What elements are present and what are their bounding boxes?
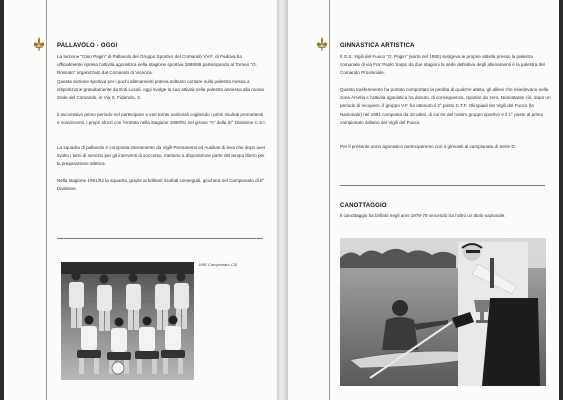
fleur-de-lis-emblem-icon [32, 36, 46, 52]
paragraph: Per il presente anno agonistico parteciperemo con 4 ginnasti al campionato di Serie D. [340, 144, 516, 149]
right-page [288, 0, 559, 400]
photo-caption: 1992 Campionato CSI [198, 262, 238, 267]
section-heading-pallavolo: PALLAVOLO - OGGI [57, 43, 118, 49]
rowing-award-photo [340, 238, 546, 386]
paragraph: Nella stagione 1991/92 la squadra, grazie ai brillanti risultati conseguiti, giocherà nel Campionato di II° Divisione. [57, 178, 265, 192]
margin-rule [329, 0, 330, 400]
margin-rule [46, 0, 47, 400]
paragraph: Questa sezione sportiva per i pochi allenamenti poteva soltanto contare sulla palestra messa a disposizione gratuitamente da Enti Locali, oggi svolge la sua attività nella palestra annessa alla nuova Sede del Comando, in Via S. Fidenzio, 3. [57, 79, 264, 101]
paragraph: La sezione "Gino Pagin" di Pallavolo del Gruppo Sportivo del Comando VV.F. di Padova ha ufficialmente ripreso l'attività agonistica nella stagione sportiva 1988/89 partecipando al Torneo "G. Rossato" organizzato dal Comando di Vicenza. [57, 54, 257, 76]
left-page [4, 0, 278, 400]
paragraph: Questo trasferimento ha portato comportato la perdita di qualche atleta, gli allievi che risiedevano nella zona Arcella e l'attività agonistica ha dovuto, di conseguenza, ripartire da zero. Nonostante ciò, dopo un periodo di recupero, il gruppo V.F. ha ottenuto il 2° posto C.T.F. Olimpiadi dei Vigili del Fuoco (la Nazionale) nel 1991 composta da 10 atleti, di cui tre del nostro gruppo sportivo e il 1° posto al primo campionato italiano dei Vigili del Fuoco. [340, 87, 551, 125]
book-gutter [277, 0, 288, 400]
paragraph: La squadra di pallavolo è composta interamente da Vigili Permanenti ed Ausiliari di leva che dopo aver svolto i turni di servizio per gli interventi di soccorso, mettono a disposizione parte del tempo libero per la preparazione atletica. [57, 145, 266, 167]
section-heading-canottaggio: CANOTTAGGIO [340, 203, 387, 209]
paragraph: Il canottaggio ha brillato negli anni 1978-79 vincendo tra l'altro un titolo nazionale. [340, 213, 506, 218]
divider [340, 185, 545, 186]
section-heading-ginnastica: GINNASTICA ARTISTICA [340, 43, 415, 49]
paragraph: Il G.S. Vigili del Fuoco "G. Pagin" (sorto nel 1950) svolgeva le proprie attività presso la palestra comunale di via Fra' Paolo Sarpi; da due stagioni la sede definitiva degli allenamenti è la palestra del Comando Provinciale. [340, 54, 545, 76]
fleur-de-lis-emblem-icon [315, 36, 329, 52]
divider [57, 238, 263, 239]
volleyball-team-photo [61, 262, 194, 380]
paragraph: Il successivo primo periodo nel partecipare a vari tornei nazionali cogliendo i primi risultati promettenti e convincenti, i propri sforzi con l'entrata nella stagione 1990/91 nel girone "A" della III° Divisione C.S.I. [57, 112, 266, 126]
